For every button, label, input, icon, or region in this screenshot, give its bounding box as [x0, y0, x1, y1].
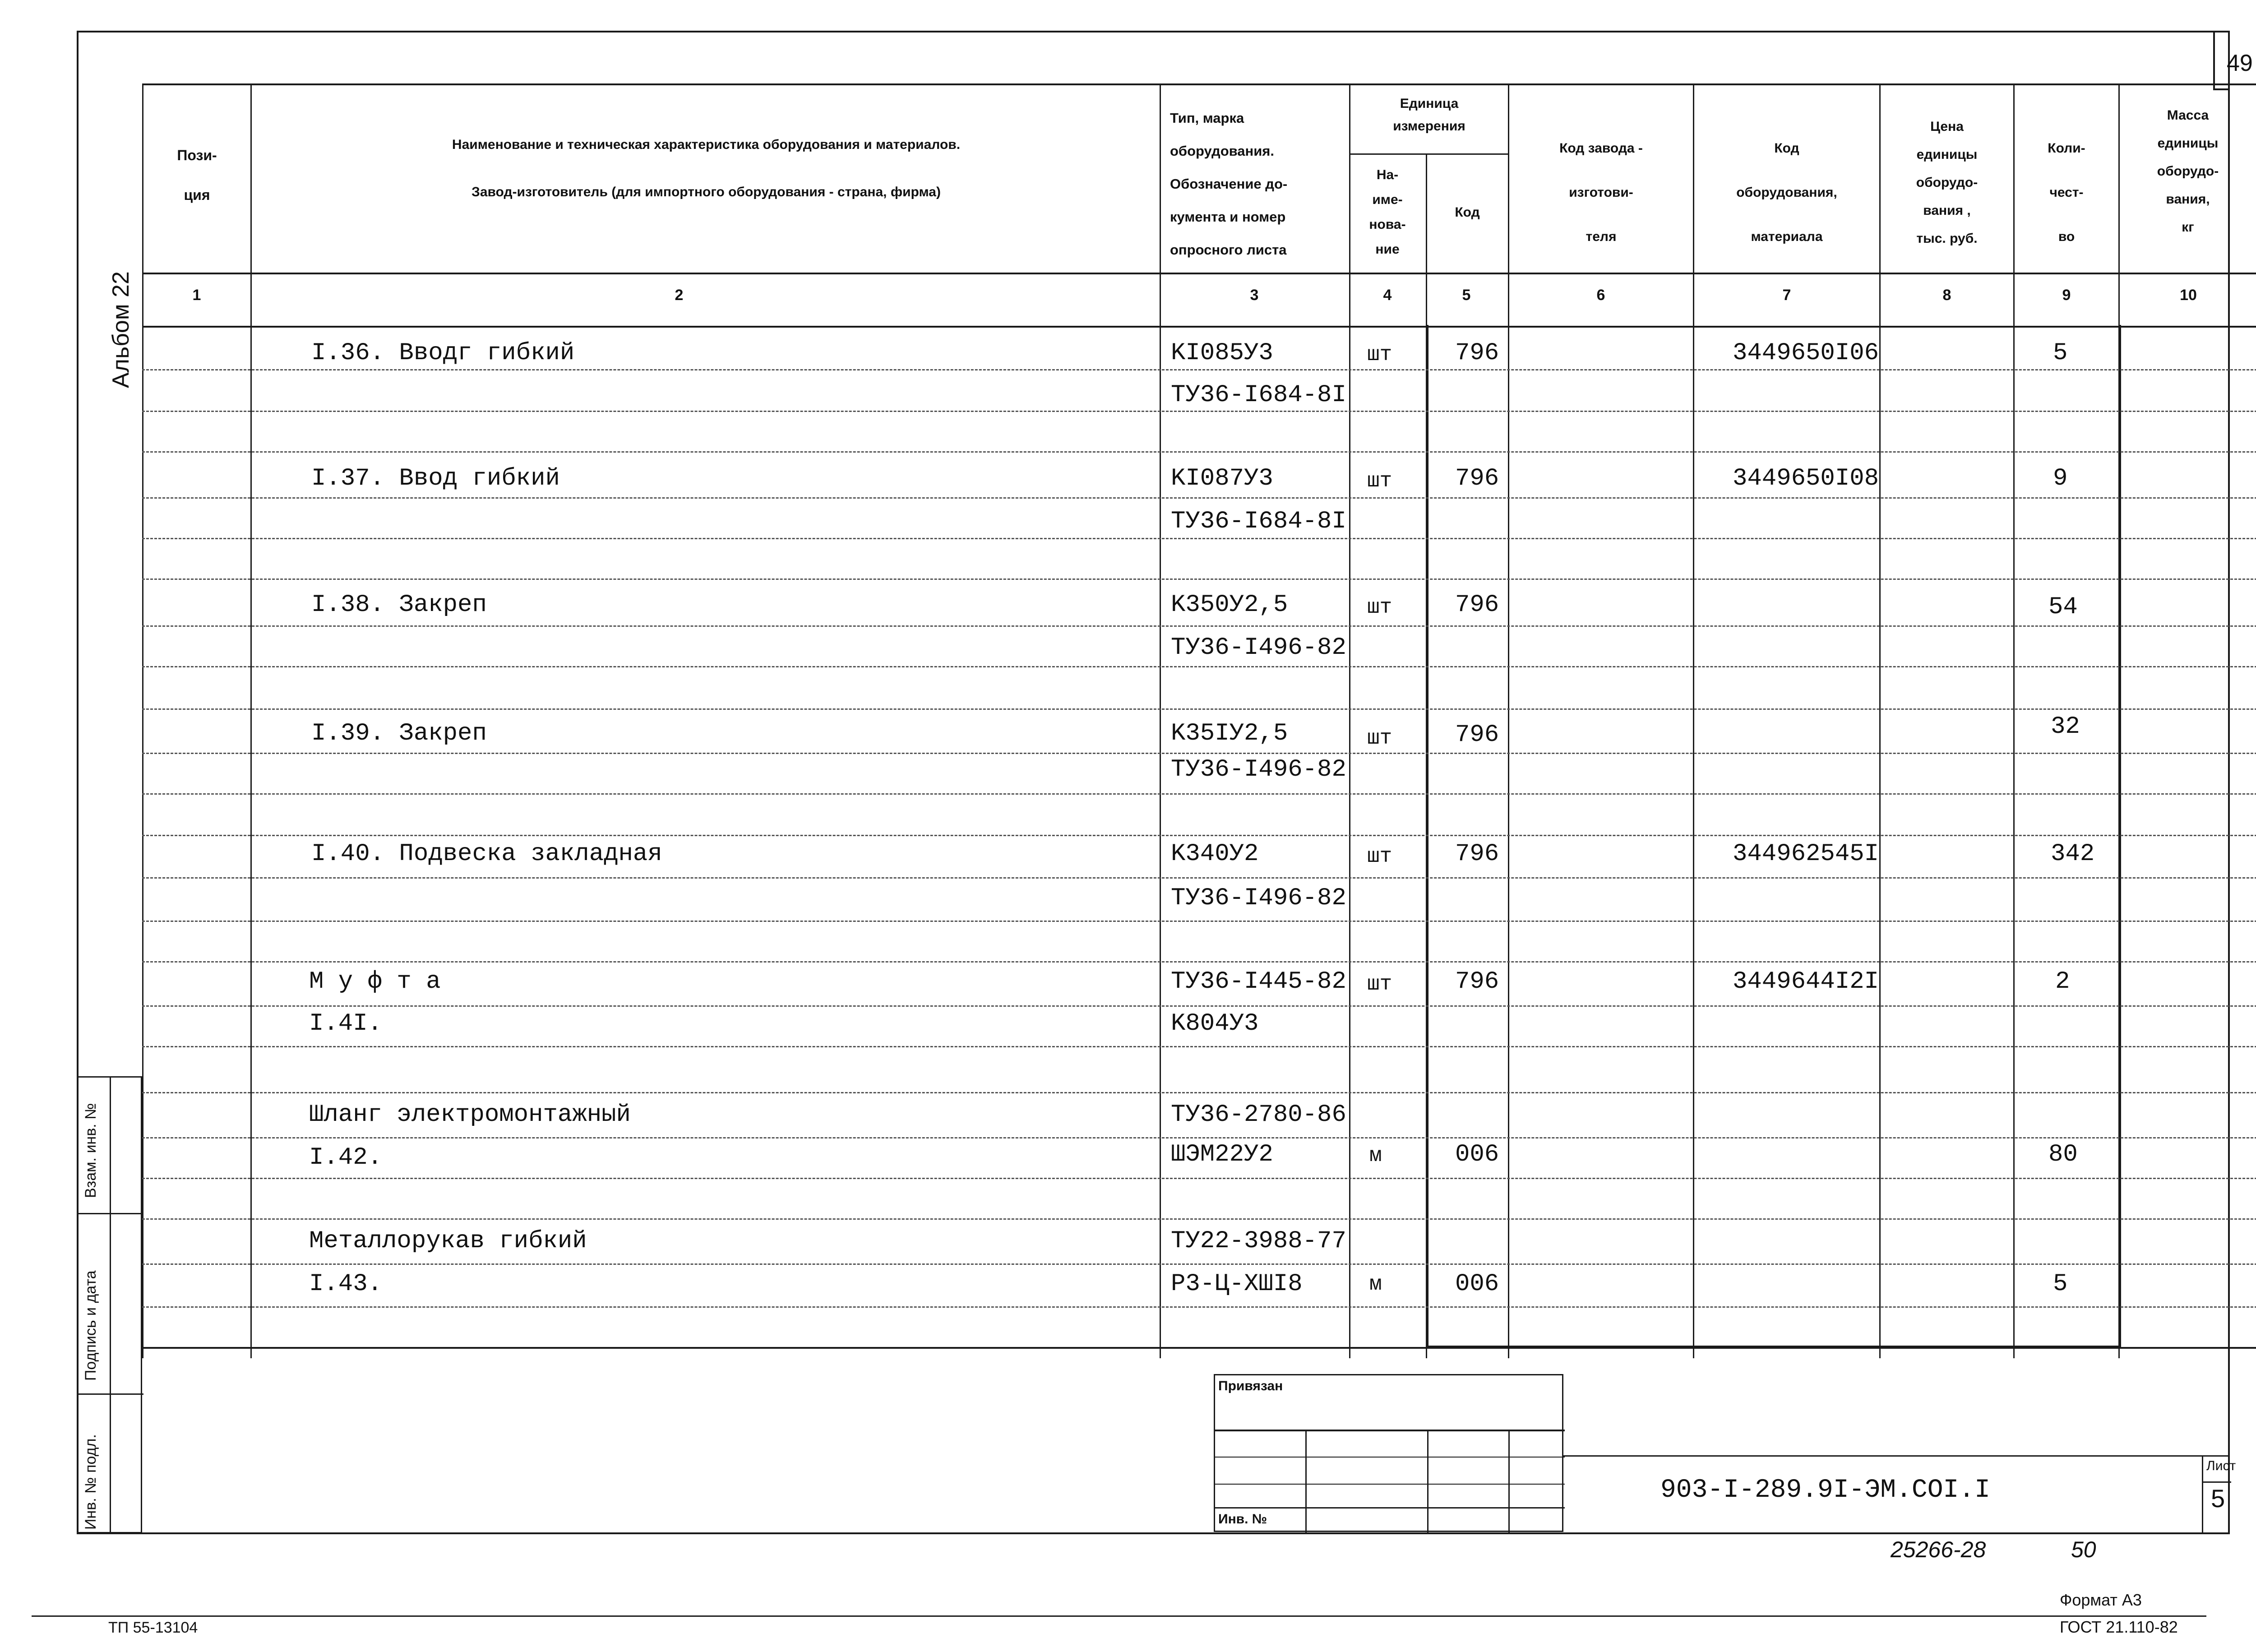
colnum-7: 7	[1782, 287, 1791, 304]
sheet-label: Лист	[2206, 1458, 2236, 1473]
page-bottom-rule	[32, 1615, 2206, 1617]
header-col7: Код оборудования, материала	[1736, 141, 1837, 244]
row-doc: K804У3	[1171, 1010, 1259, 1037]
header-unit-group: Единица измерения	[1393, 96, 1465, 134]
row-doc: Р3-Ц-ХШI8	[1171, 1270, 1303, 1298]
row-name-2: I.43.	[309, 1270, 383, 1298]
row-name: I.39. Закреп	[311, 720, 487, 747]
footer-gost: ГОСТ 21.110-82	[2060, 1618, 2178, 1636]
row-type: KI085У3	[1171, 339, 1273, 367]
colnum-9: 9	[2062, 287, 2071, 304]
header-col2-line2: Завод-изготовитель (для импортного оборудования - страна, фирма)	[472, 185, 941, 199]
row-doc: ТУ36-I496-82	[1171, 884, 1346, 912]
row-unit: м	[1369, 1144, 1382, 1167]
row-doc: ШЭМ22У2	[1171, 1141, 1273, 1168]
row-name: М у ф т а	[309, 968, 441, 995]
footer-bottom-left: ТП 55-13104	[108, 1619, 198, 1636]
colnum-3: 3	[1250, 287, 1259, 304]
header-col3: Тип, марка оборудования. Обозначение до- кумента и номер опросного листа	[1170, 110, 1288, 258]
row-type: ТУ36-I445-82	[1171, 968, 1346, 995]
colnum-5: 5	[1462, 287, 1471, 304]
row-code: 796	[1455, 840, 1499, 868]
attached-label: Привязан	[1218, 1379, 1283, 1393]
row-unit: шт	[1367, 972, 1392, 996]
row-code: 796	[1455, 465, 1499, 492]
header-col8: Цена единицы оборудо- вания , тыс. руб.	[1916, 119, 1978, 246]
row-type: K35IУ2,5	[1171, 720, 1288, 747]
header-col6: Код завода - изготови- теля	[1559, 141, 1643, 244]
footer-number-left: 25266-28	[1891, 1537, 1986, 1562]
row-qty: 2	[2055, 968, 2070, 995]
row-equip-code: 3449650I08	[1733, 465, 1879, 492]
row-code: 796	[1455, 339, 1499, 367]
row-equip-code: 344962545I	[1733, 840, 1879, 868]
frame-right	[2228, 31, 2230, 1533]
row-doc: ТУ36-I496-82	[1171, 634, 1346, 662]
row-doc: ТУ36-I684-8I	[1171, 381, 1346, 409]
frame-top	[77, 31, 2229, 32]
album-label: Альбом 22	[108, 271, 134, 388]
row-qty: 80	[2048, 1141, 2078, 1168]
row-qty: 32	[2051, 713, 2080, 740]
colnum-1: 1	[192, 287, 201, 304]
row-code: 796	[1455, 721, 1499, 749]
header-col10: Масса единицы оборудо- вания, кг	[2157, 108, 2219, 235]
header-col9: Коли- чест- во	[2048, 141, 2085, 244]
colnum-4: 4	[1383, 287, 1392, 304]
row-qty: 342	[2051, 840, 2095, 868]
row-type: K350У2,5	[1171, 591, 1288, 619]
row-unit: шт	[1367, 596, 1392, 619]
attached-stamp	[1214, 1374, 1563, 1532]
header-col4: На- име- нова- ние	[1369, 167, 1406, 257]
frame-bottom	[77, 1532, 2230, 1534]
row-unit: шт	[1367, 727, 1392, 750]
row-qty: 5	[2053, 1270, 2068, 1298]
row-qty: 54	[2048, 593, 2078, 621]
row-code: 006	[1455, 1141, 1499, 1168]
side-podpis: Подпись и дата	[82, 1270, 99, 1381]
row-type: ТУ36-2780-86	[1171, 1101, 1346, 1129]
header-col1: Пози- ция	[177, 147, 217, 203]
footer-format: Формат А3	[2060, 1591, 2142, 1609]
row-name: I.38. Закреп	[311, 591, 487, 619]
row-code: 006	[1455, 1270, 1499, 1298]
row-name: Шланг электромонтажный	[309, 1101, 631, 1129]
row-name: Металлорукав гибкий	[309, 1227, 587, 1255]
inv-no-label: Инв. №	[1218, 1512, 1267, 1527]
row-unit: м	[1369, 1273, 1382, 1296]
row-type: KI087У3	[1171, 465, 1273, 492]
sheet-number: 5	[2211, 1484, 2225, 1513]
row-equip-code: 3449644I2I	[1733, 968, 1879, 995]
side-vzam: Взам. инв. №	[82, 1103, 99, 1198]
row-doc: ТУ36-I684-8I	[1171, 508, 1346, 535]
header-col2-line1: Наименование и техническая характеристика оборудования и материалов.	[452, 137, 961, 152]
row-name: I.36. Вводг гибкий	[311, 339, 575, 367]
row-unit: шт	[1367, 845, 1392, 868]
row-equip-code: 3449650I06	[1733, 339, 1879, 367]
row-name-2: I.42.	[309, 1144, 383, 1171]
row-unit: шт	[1367, 469, 1392, 493]
row-name-2: I.4I.	[309, 1010, 383, 1037]
side-inv-podl: Инв. № подл.	[82, 1434, 99, 1530]
page-number: 49	[2227, 50, 2253, 76]
row-type: K340У2	[1171, 840, 1259, 868]
row-type: ТУ22-3988-77	[1171, 1227, 1346, 1255]
row-name: I.37. Ввод гибкий	[311, 465, 560, 492]
colnum-6: 6	[1596, 287, 1605, 304]
colnum-8: 8	[1942, 287, 1951, 304]
designation: 903-I-289.9I-ЭМ.COI.I	[1660, 1476, 1990, 1505]
colnum-2: 2	[675, 287, 684, 304]
row-unit: шт	[1367, 343, 1392, 366]
row-code: 796	[1455, 591, 1499, 619]
row-code: 796	[1455, 968, 1499, 995]
footer-number-right: 50	[2071, 1537, 2096, 1562]
row-name: I.40. Подвеска закладная	[311, 840, 662, 868]
row-qty: 5	[2053, 339, 2068, 367]
row-qty: 9	[2053, 465, 2068, 492]
header-col5: Код	[1455, 205, 1480, 220]
colnum-10: 10	[2180, 287, 2197, 304]
row-doc: ТУ36-I496-82	[1171, 756, 1346, 783]
